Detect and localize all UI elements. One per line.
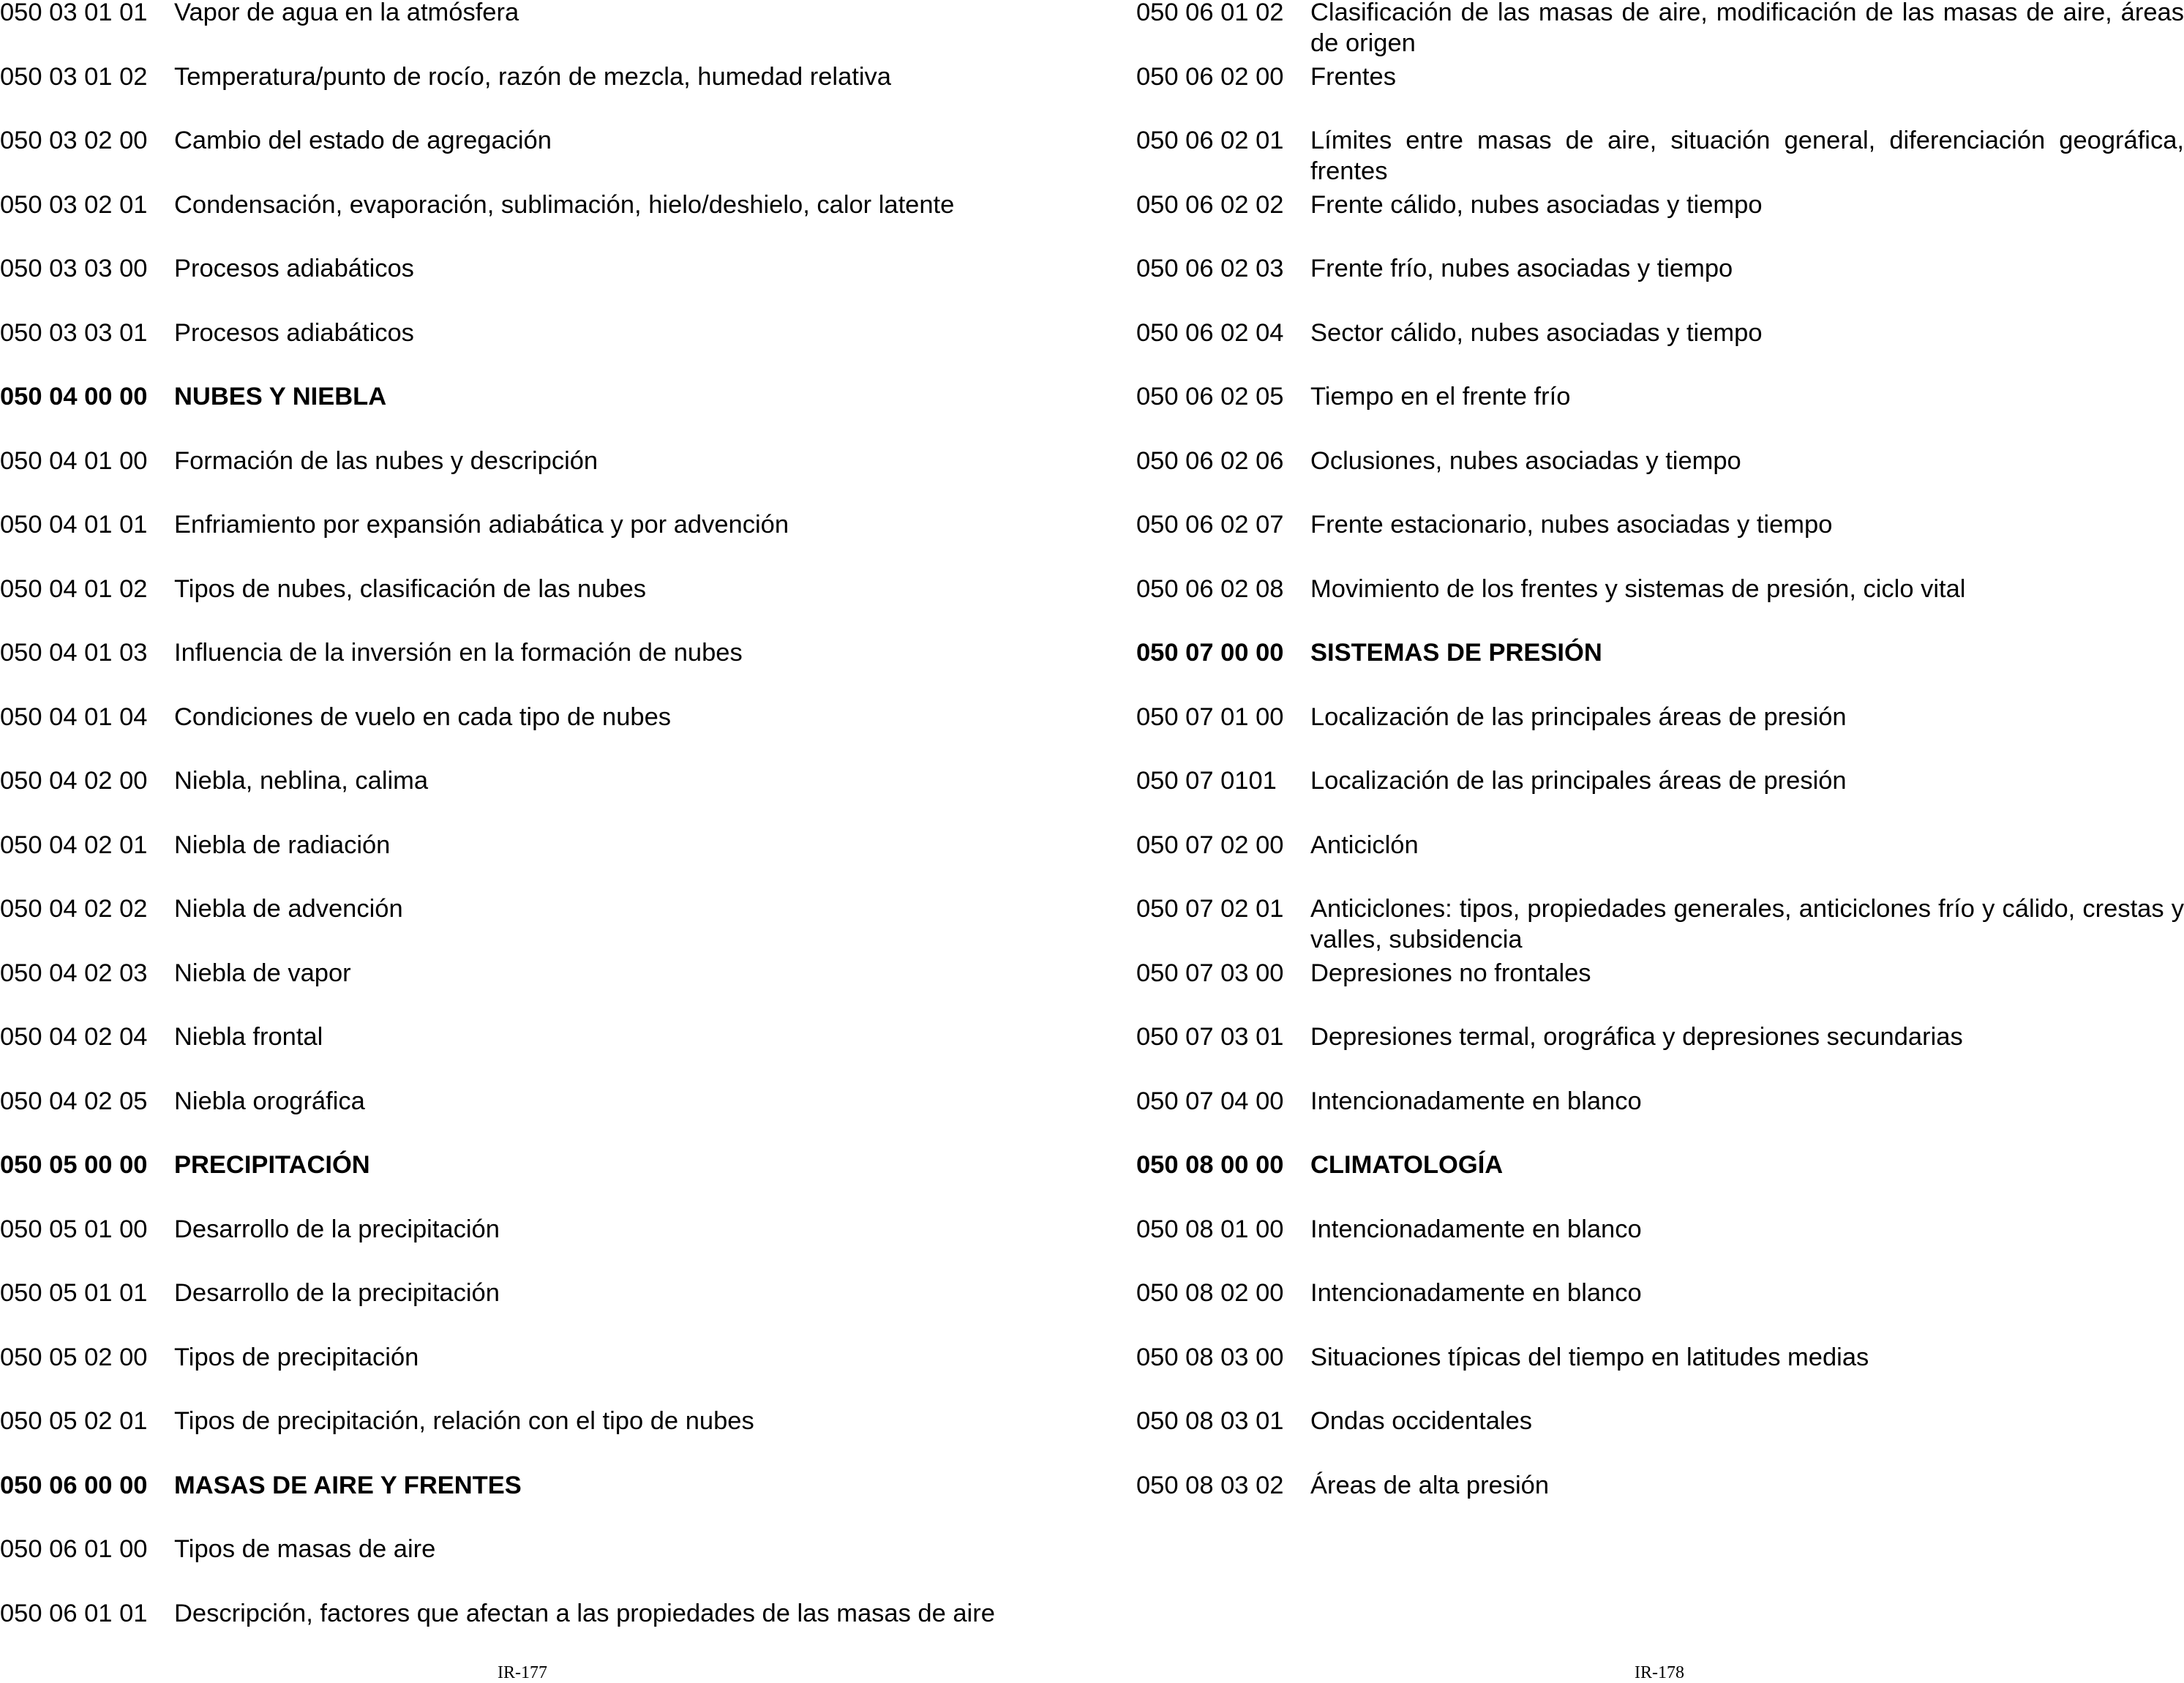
syllabus-entry-row xyxy=(1136,1214,2184,1245)
entry-code: 050 08 03 01 xyxy=(1136,1407,1284,1435)
entry-description: Movimiento de los frentes y sistemas de presión, ciclo vital xyxy=(1310,574,1966,603)
entry-code: 050 06 00 00 xyxy=(0,1471,148,1499)
entry-description: Tipos de precipitación, relación con el tipo de nubes xyxy=(174,1407,754,1435)
entry-code: 050 04 01 01 xyxy=(0,511,148,539)
syllabus-entry-row xyxy=(0,509,1039,540)
entry-description: NUBES Y NIEBLA xyxy=(174,383,387,411)
syllabus-entry-row xyxy=(1136,318,2184,348)
entry-code: 050 04 01 03 xyxy=(0,639,148,667)
syllabus-entry-row xyxy=(0,765,1039,796)
entry-code: 050 08 02 00 xyxy=(1136,1279,1284,1307)
entry-description: Frente cálido, nubes asociadas y tiempo xyxy=(1310,190,1763,219)
section-heading-row xyxy=(0,1470,1039,1501)
entry-description: Áreas de alta presión xyxy=(1310,1471,1550,1499)
entry-code: 050 07 02 01 xyxy=(1136,895,1284,923)
entry-description: PRECIPITACIÓN xyxy=(174,1151,370,1179)
entry-code: 050 08 00 00 xyxy=(1136,1151,1284,1179)
entry-code: 050 04 02 03 xyxy=(0,959,148,987)
syllabus-entry-row xyxy=(0,190,1039,220)
entry-code: 050 04 01 00 xyxy=(0,446,148,475)
entry-code: 050 06 02 07 xyxy=(1136,511,1284,539)
entry-description: Clasificación de las masas de aire, modificación de las masas de aire, áreas de origen xyxy=(1310,0,2184,57)
entry-description: Ondas occidentales xyxy=(1310,1407,1533,1435)
entry-code: 050 06 02 01 xyxy=(1136,127,1284,154)
entry-code: 050 04 00 00 xyxy=(0,383,148,411)
page-number-right: IR-178 xyxy=(1635,1663,1684,1682)
syllabus-entry-row xyxy=(1136,574,2184,604)
syllabus-entry-row xyxy=(1136,381,2184,412)
syllabus-entry-row xyxy=(1136,765,2184,796)
syllabus-entry-row xyxy=(0,318,1039,348)
syllabus-entry-row xyxy=(1136,190,2184,220)
entry-description: Depresiones no frontales xyxy=(1310,959,1591,987)
entry-description: Tipos de masas de aire xyxy=(174,1535,436,1563)
entry-code: 050 03 02 01 xyxy=(0,190,148,219)
entry-code: 050 07 00 00 xyxy=(1136,639,1284,667)
entry-description: Vapor de agua en la atmósfera xyxy=(174,0,519,26)
syllabus-entry-row xyxy=(0,1278,1039,1308)
syllabus-entry-row xyxy=(1136,125,2184,187)
entry-description: Niebla de advención xyxy=(174,895,403,923)
syllabus-entry-row xyxy=(1136,1406,2184,1436)
syllabus-entry-row xyxy=(1136,1086,2184,1117)
entry-code: 050 06 01 01 xyxy=(0,1599,148,1627)
entry-description: CLIMATOLOGÍA xyxy=(1310,1151,1504,1179)
entry-code: 050 04 01 04 xyxy=(0,702,148,731)
entry-code: 050 03 02 00 xyxy=(0,127,148,154)
syllabus-entry-row xyxy=(0,1214,1039,1245)
entry-description: Niebla de vapor xyxy=(174,959,351,987)
syllabus-entry-row xyxy=(0,1406,1039,1436)
entry-description: Tipos de precipitación xyxy=(174,1343,419,1371)
entry-description: Cambio del estado de agregación xyxy=(174,127,552,154)
entry-description: Límites entre masas de aire, situación general, diferenciación geográfica, frentes xyxy=(1310,127,2184,185)
entry-description: Condensación, evaporación, sublimación, hielo/deshielo, calor latente xyxy=(174,190,955,219)
entry-code: 050 05 02 01 xyxy=(0,1407,148,1435)
syllabus-entry-row xyxy=(1136,702,2184,732)
entry-code: 050 06 01 02 xyxy=(1136,0,1284,26)
entry-description: Niebla de radiación xyxy=(174,831,391,859)
entry-description: Sector cálido, nubes asociadas y tiempo xyxy=(1310,318,1763,347)
entry-code: 050 03 03 01 xyxy=(0,318,148,347)
syllabus-entry-row xyxy=(0,637,1039,668)
entry-code: 050 04 02 00 xyxy=(0,767,148,795)
entry-code: 050 06 02 04 xyxy=(1136,318,1284,347)
syllabus-entry-row xyxy=(1136,830,2184,861)
entry-description: Localización de las principales áreas de presión xyxy=(1310,767,1847,795)
entry-description: Localización de las principales áreas de presión xyxy=(1310,702,1847,731)
entry-code: 050 03 01 01 xyxy=(0,0,148,26)
syllabus-entry-row xyxy=(1136,253,2184,284)
entry-description: Enfriamiento por expansión adiabática y por advención xyxy=(174,511,789,539)
syllabus-entry-row xyxy=(1136,893,2184,955)
entry-description: MASAS DE AIRE Y FRENTES xyxy=(174,1471,522,1499)
syllabus-entry-row xyxy=(0,958,1039,989)
entry-description: Intencionadamente en blanco xyxy=(1310,1215,1642,1243)
entry-description: Anticiclón xyxy=(1310,831,1419,859)
entry-description: Frentes xyxy=(1310,62,1396,91)
entry-description: SISTEMAS DE PRESIÓN xyxy=(1310,639,1602,667)
entry-description: Procesos adiabáticos xyxy=(174,318,414,347)
syllabus-entry-row xyxy=(1136,1342,2184,1373)
syllabus-entry-row xyxy=(1136,0,2184,59)
entry-code: 050 05 02 00 xyxy=(0,1343,148,1371)
page-number-left: IR-177 xyxy=(498,1663,547,1682)
entry-code: 050 04 01 02 xyxy=(0,574,148,603)
syllabus-entry-row xyxy=(0,830,1039,861)
entry-description: Desarrollo de la precipitación xyxy=(174,1215,500,1243)
syllabus-entry-row xyxy=(0,1534,1039,1564)
entry-description: Niebla orográfica xyxy=(174,1087,365,1115)
entry-code: 050 08 01 00 xyxy=(1136,1215,1284,1243)
syllabus-entry-row xyxy=(1136,1470,2184,1501)
entry-description: Procesos adiabáticos xyxy=(174,255,414,282)
syllabus-entry-row xyxy=(0,446,1039,476)
syllabus-entry-row xyxy=(1136,446,2184,476)
entry-description: Descripción, factores que afectan a las propiedades de las masas de aire xyxy=(174,1599,995,1627)
entry-description: Influencia de la inversión en la formación de nubes xyxy=(174,639,743,667)
entry-code: 050 05 01 00 xyxy=(0,1215,148,1243)
entry-code: 050 08 03 00 xyxy=(1136,1343,1284,1371)
syllabus-entry-row xyxy=(0,574,1039,604)
entry-description: Condiciones de vuelo en cada tipo de nubes xyxy=(174,702,671,731)
entry-code: 050 07 02 00 xyxy=(1136,831,1284,859)
entry-description: Situaciones típicas del tiempo en latitudes medias xyxy=(1310,1343,1869,1371)
entry-code: 050 06 02 00 xyxy=(1136,62,1284,91)
syllabus-entry-row xyxy=(0,1342,1039,1373)
entry-description: Frente estacionario, nubes asociadas y tiempo xyxy=(1310,511,1833,539)
syllabus-entry-row xyxy=(1136,509,2184,540)
entry-code: 050 06 02 08 xyxy=(1136,574,1284,603)
syllabus-entry-row xyxy=(0,0,1039,28)
entry-description: Frente frío, nubes asociadas y tiempo xyxy=(1310,255,1733,282)
syllabus-entry-row xyxy=(1136,1022,2184,1052)
section-heading-row xyxy=(1136,637,2184,668)
entry-code: 050 04 02 05 xyxy=(0,1087,148,1115)
syllabus-entry-row xyxy=(1136,1278,2184,1308)
entry-code: 050 03 01 02 xyxy=(0,62,148,91)
entry-description: Intencionadamente en blanco xyxy=(1310,1087,1642,1115)
entry-code: 050 08 03 02 xyxy=(1136,1471,1284,1499)
entry-description: Anticiclones: tipos, propiedades generales, anticiclones frío y cálido, crestas y valles, subsidencia xyxy=(1310,895,2184,953)
entry-description: Temperatura/punto de rocío, razón de mezcla, humedad relativa xyxy=(174,62,891,91)
entry-description: Niebla frontal xyxy=(174,1023,323,1051)
syllabus-entry-row xyxy=(1136,958,2184,989)
entry-code: 050 07 03 00 xyxy=(1136,959,1284,987)
syllabus-entry-row xyxy=(0,702,1039,732)
entry-description: Tiempo en el frente frío xyxy=(1310,383,1571,411)
syllabus-entry-row xyxy=(0,1022,1039,1052)
entry-code: 050 06 02 06 xyxy=(1136,446,1284,475)
syllabus-entry-row xyxy=(0,1086,1039,1117)
syllabus-entry-row xyxy=(0,61,1039,92)
entry-description: Depresiones termal, orográfica y depresiones secundarias xyxy=(1310,1023,1963,1051)
entry-description: Desarrollo de la precipitación xyxy=(174,1279,500,1307)
entry-code: 050 07 01 00 xyxy=(1136,702,1284,731)
syllabus-entry-row xyxy=(1136,61,2184,92)
entry-code: 050 06 02 02 xyxy=(1136,190,1284,219)
section-heading-row xyxy=(0,1150,1039,1180)
entry-description: Intencionadamente en blanco xyxy=(1310,1279,1642,1307)
entry-description: Tipos de nubes, clasificación de las nubes xyxy=(174,574,647,603)
entry-code: 050 04 02 01 xyxy=(0,831,148,859)
entry-code: 050 04 02 04 xyxy=(0,1023,148,1051)
entry-code: 050 06 02 05 xyxy=(1136,383,1284,411)
entry-code: 050 07 04 00 xyxy=(1136,1087,1284,1115)
entry-code: 050 06 01 00 xyxy=(0,1535,148,1563)
entry-code: 050 07 0101 xyxy=(1136,767,1277,795)
entry-code: 050 04 02 02 xyxy=(0,895,148,923)
entry-description: Oclusiones, nubes asociadas y tiempo xyxy=(1310,446,1741,475)
entry-code: 050 05 00 00 xyxy=(0,1151,148,1179)
syllabus-entry-row xyxy=(0,1598,1039,1629)
section-heading-row xyxy=(1136,1150,2184,1180)
syllabus-entry-row xyxy=(0,125,1039,156)
syllabus-entry-row xyxy=(0,253,1039,284)
entry-description: Formación de las nubes y descripción xyxy=(174,446,598,475)
entry-code: 050 05 01 01 xyxy=(0,1279,148,1307)
entry-description: Niebla, neblina, calima xyxy=(174,767,429,795)
entry-code: 050 06 02 03 xyxy=(1136,255,1284,282)
entry-code: 050 03 03 00 xyxy=(0,255,148,282)
syllabus-entry-row xyxy=(0,893,1039,924)
entry-code: 050 07 03 01 xyxy=(1136,1023,1284,1051)
section-heading-row xyxy=(0,381,1039,412)
